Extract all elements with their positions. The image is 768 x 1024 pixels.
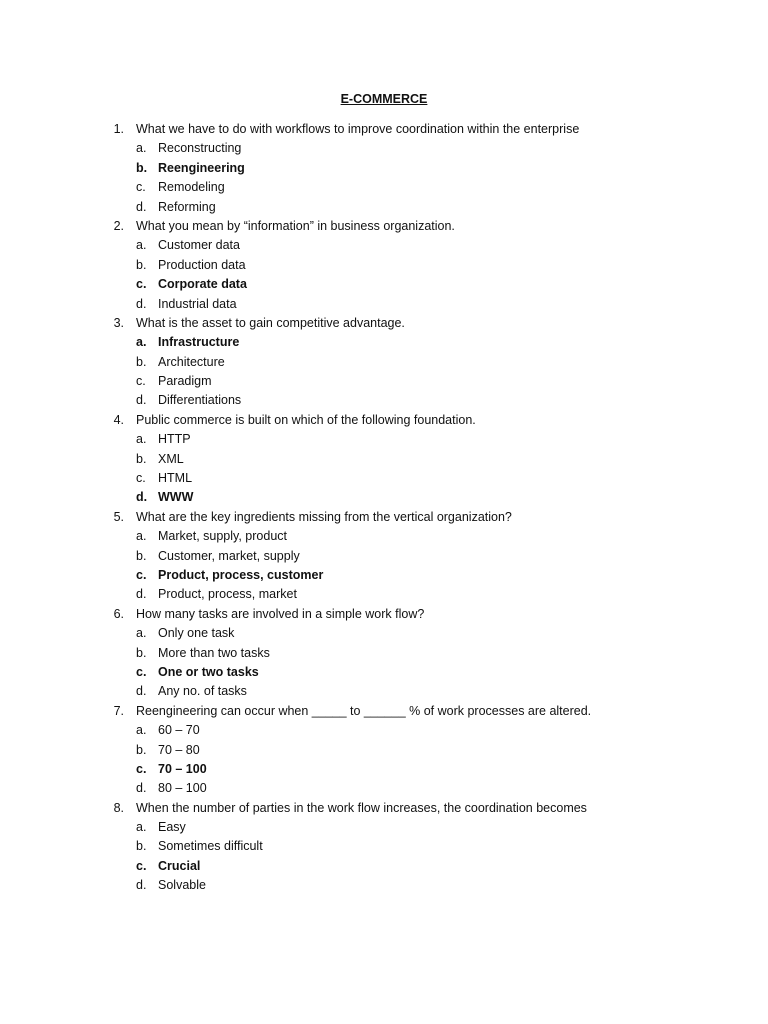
option-letter: b. <box>136 742 147 757</box>
question-3 <box>0 314 768 333</box>
answer-option <box>0 178 768 197</box>
option-letter: b. <box>136 257 147 272</box>
question-list <box>0 120 768 896</box>
option-text: Only one task <box>158 626 235 641</box>
option-letter: c. <box>136 471 146 486</box>
question-number: 6. <box>113 606 124 621</box>
option-letter: d. <box>136 393 147 408</box>
option-text: Remodeling <box>158 180 225 195</box>
answer-option <box>0 741 768 760</box>
option-text: Differentiations <box>158 393 242 408</box>
question-number: 3. <box>113 315 124 330</box>
answer-option-correct <box>0 857 768 876</box>
option-text: Customer, market, supply <box>158 548 300 563</box>
answer-option <box>0 256 768 275</box>
answer-option-correct <box>0 333 768 352</box>
option-letter: a. <box>136 141 147 156</box>
question-number: 5. <box>113 509 124 524</box>
question-text: When the number of parties in the work flow increases, the coordination becomes <box>136 800 587 815</box>
answer-option-correct <box>0 488 768 507</box>
option-letter: b. <box>136 451 147 466</box>
answer-option <box>0 721 768 740</box>
option-letter: a. <box>136 820 147 835</box>
question-4 <box>0 411 768 430</box>
answer-option <box>0 779 768 798</box>
question-text: What is the asset to gain competitive advantage. <box>136 315 405 330</box>
answer-option <box>0 295 768 314</box>
option-text: WWW <box>158 490 194 505</box>
answer-option <box>0 353 768 372</box>
option-text: Corporate data <box>158 277 247 292</box>
option-text: HTTP <box>158 432 191 447</box>
answer-option <box>0 624 768 643</box>
option-letter: b. <box>136 548 147 563</box>
option-letter: a. <box>136 432 147 447</box>
option-text: HTML <box>158 471 193 486</box>
answer-option <box>0 372 768 391</box>
option-letter: b. <box>136 839 147 854</box>
question-number: 1. <box>113 122 124 136</box>
option-text: 70 – 100 <box>158 761 207 776</box>
answer-option <box>0 391 768 410</box>
answer-option <box>0 430 768 449</box>
question-2 <box>0 217 768 236</box>
option-text: Paradigm <box>158 374 212 389</box>
answer-option <box>0 585 768 604</box>
document-title: E-COMMERCE <box>340 92 428 106</box>
option-text: Infrastructure <box>158 335 240 350</box>
question-text: Public commerce is built on which of the following foundation. <box>136 412 476 427</box>
option-letter: d. <box>136 490 148 505</box>
question-5 <box>0 508 768 527</box>
question-number: 4. <box>113 412 124 427</box>
option-letter: a. <box>136 529 147 544</box>
option-letter: d. <box>136 199 147 214</box>
option-text: 70 – 80 <box>158 742 200 757</box>
option-text: Customer data <box>158 238 240 253</box>
option-letter: b. <box>136 354 147 369</box>
option-letter: d. <box>136 781 147 796</box>
option-letter: c. <box>136 761 147 776</box>
option-text: 60 – 70 <box>158 723 200 738</box>
question-text: What are the key ingredients missing from the vertical organization? <box>136 509 512 524</box>
answer-option <box>0 198 768 217</box>
option-text: Production data <box>158 257 246 272</box>
option-text: Market, supply, product <box>158 529 287 544</box>
answer-option <box>0 682 768 701</box>
answer-option <box>0 818 768 837</box>
option-text: Product, process, market <box>158 587 297 602</box>
option-text: More than two tasks <box>158 645 270 660</box>
question-number: 8. <box>113 800 124 815</box>
option-text: Product, process, customer <box>158 567 324 582</box>
option-letter: a. <box>136 723 147 738</box>
option-letter: c. <box>136 374 146 389</box>
option-text: Architecture <box>158 354 225 369</box>
option-text: XML <box>158 451 184 466</box>
question-number: 2. <box>113 218 124 233</box>
answer-option-correct <box>0 275 768 294</box>
option-text: Industrial data <box>158 296 237 311</box>
answer-option <box>0 450 768 469</box>
option-letter: c. <box>136 180 146 195</box>
option-text: Reforming <box>158 199 216 214</box>
answer-option-correct <box>0 663 768 682</box>
option-text: Sometimes difficult <box>158 839 263 854</box>
option-text: Reconstructing <box>158 141 242 156</box>
answer-option <box>0 644 768 663</box>
option-letter: a. <box>136 335 147 350</box>
option-text: Easy <box>158 820 186 835</box>
answer-option <box>0 469 768 488</box>
option-text: Any no. of tasks <box>158 684 247 699</box>
answer-option <box>0 876 768 895</box>
question-text: Reengineering can occur when _____ to ______ % of work processes are altered. <box>136 703 592 718</box>
option-letter: c. <box>136 664 147 679</box>
question-text: What we have to do with workflows to improve coordination within the enterprise <box>136 122 580 136</box>
option-text: Reengineering <box>158 160 245 175</box>
answer-option <box>0 547 768 566</box>
option-text: Crucial <box>158 858 201 873</box>
option-text: 80 – 100 <box>158 781 207 796</box>
question-6 <box>0 605 768 624</box>
option-letter: c. <box>136 277 147 292</box>
question-text: How many tasks are involved in a simple work flow? <box>136 606 425 621</box>
option-letter: b. <box>136 160 148 175</box>
option-text: One or two tasks <box>158 664 259 679</box>
question-1 <box>0 120 768 139</box>
option-letter: a. <box>136 238 147 253</box>
answer-option-correct <box>0 566 768 585</box>
answer-option-correct <box>0 760 768 779</box>
option-letter: c. <box>136 567 147 582</box>
option-letter: d. <box>136 296 147 311</box>
option-letter: b. <box>136 645 147 660</box>
question-number: 7. <box>113 703 124 718</box>
option-letter: a. <box>136 626 147 641</box>
option-letter: d. <box>136 878 147 893</box>
option-letter: c. <box>136 858 147 873</box>
option-text: Solvable <box>158 878 206 893</box>
answer-option-correct <box>0 159 768 178</box>
answer-option <box>0 527 768 546</box>
question-7 <box>0 702 768 721</box>
question-text: What you mean by “information” in business organization. <box>136 218 455 233</box>
option-letter: d. <box>136 587 147 602</box>
answer-option <box>0 837 768 856</box>
answer-option <box>0 139 768 158</box>
answer-option <box>0 236 768 255</box>
option-letter: d. <box>136 684 147 699</box>
question-8 <box>0 799 768 818</box>
